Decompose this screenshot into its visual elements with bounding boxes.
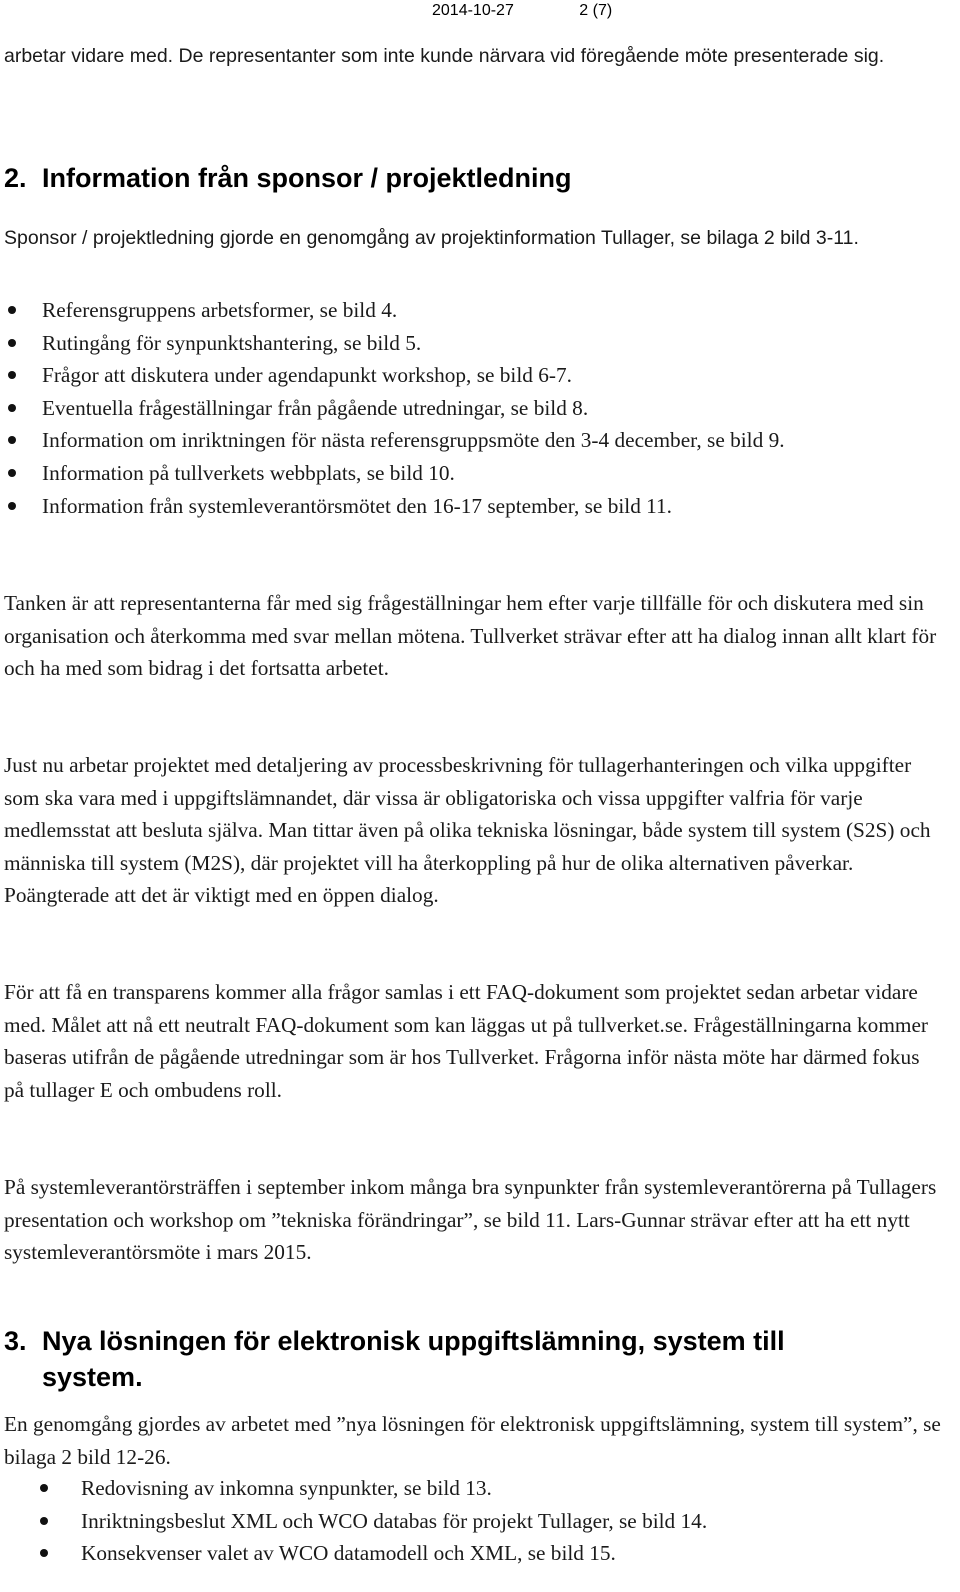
- list-item: Information från systemleverantörsmötet den 16-17 september, se bild 11.: [4, 490, 944, 523]
- section-2-heading: [4, 160, 944, 196]
- paragraph-block-1: [4, 587, 944, 685]
- body-paragraph: Just nu arbetar projektet med detaljering av processbeskrivning för tullagerhanteringen och vilka uppgifter som ska vara med i uppgiftslämnandet, där vissa är obligatoriska och vissa uppgifter valfria för varje medlemsstat att besluta själva. Man tittar även på olika tekniska lösningar, både system till system (S2S) och människa till system (M2S), där projektet vill ha återkoppling på hur de olika alternativen påverkar. Poängterade att det är viktigt med en öppen dialog.: [4, 753, 931, 908]
- bullet-icon: [8, 502, 16, 510]
- section-3-title: Nya lösningen för elektronisk uppgiftslämning, system till system.: [42, 1326, 785, 1392]
- bullet-icon: [8, 371, 16, 379]
- header-date: 2014-10-27: [432, 2, 514, 19]
- section-3-intro-block: [4, 1408, 944, 1473]
- list-item: Konsekvenser valet av WCO datamodell och XML, se bild 15.: [4, 1537, 944, 1570]
- paragraph-block-2: [4, 749, 944, 912]
- paragraph-block-4: [4, 1171, 944, 1269]
- list-item: Information om inriktningen för nästa referensgruppsmöte den 3-4 december, se bild 9.: [4, 424, 944, 457]
- intro-paragraph-block: [4, 40, 944, 73]
- list-item: Referensgruppens arbetsformer, se bild 4.: [4, 294, 944, 327]
- section-2-intro-block: [4, 222, 944, 255]
- bullet-icon: [40, 1484, 48, 1492]
- body-paragraph: På systemleverantörsträffen i september inkom många bra synpunkter från systemleverantörerna på Tullagers presentation och workshop om ”tekniska förändringar”, se bild 11. Lars-Gunnar strävar efter att ha ett nytt systemleverantörsmöte i mars 2015.: [4, 1175, 937, 1265]
- list-item: Redovisning av inkomna synpunkter, se bild 13.: [4, 1472, 944, 1505]
- bullet-icon: [40, 1549, 48, 1557]
- section-3-heading: [4, 1323, 944, 1395]
- body-paragraph: För att få en transparens kommer alla frågor samlas i ett FAQ-dokument som projektet sedan arbetar vidare med. Målet att nå ett neutralt FAQ-dokument som kan läggas ut på tullverket.se. Frågeställningarna kommer baseras utifrån de pågående utredningar som är hos Tullverket. Frågorna inför nästa möte har därmed fokus på tullager E och ombudens roll.: [4, 980, 929, 1102]
- bullet-icon: [8, 436, 16, 444]
- section-2-bullet-list: [4, 294, 944, 522]
- bullet-icon: [8, 339, 16, 347]
- bullet-icon: [8, 306, 16, 314]
- section-2-title: Information från sponsor / projektledning: [42, 163, 572, 193]
- list-item: Rutingång för synpunktshantering, se bild 5.: [4, 327, 944, 360]
- bullet-icon: [40, 1517, 48, 1525]
- list-item: Information på tullverkets webbplats, se bild 10.: [4, 457, 944, 490]
- section-2-number: 2.: [4, 163, 27, 193]
- body-paragraph: Tanken är att representanterna får med sig frågeställningar hem efter varje tillfälle för och diskutera med sin organisation och återkomma med svar mellan mötena. Tullverket strävar efter att ha dialog innan allt klart för och ha med som bidrag i det fortsatta arbetet.: [4, 591, 937, 681]
- section-3-number: 3.: [4, 1326, 27, 1356]
- bullet-icon: [8, 404, 16, 412]
- list-item: Eventuella frågeställningar från pågående utredningar, se bild 8.: [4, 392, 944, 425]
- section-3-bullet-list: [4, 1472, 944, 1570]
- intro-paragraph: arbetar vidare med. De representanter som inte kunde närvara vid föregående möte presenterade sig.: [4, 45, 885, 67]
- paragraph-block-3: [4, 976, 944, 1106]
- page-header: [432, 2, 612, 20]
- section-2-intro: Sponsor / projektledning gjorde en genomgång av projektinformation Tullager, se bilaga 2 bild 3-11.: [4, 227, 859, 249]
- section-3-intro: En genomgång gjordes av arbetet med ”nya lösningen för elektronisk uppgiftslämning, system till system”, se bilaga 2 bild 12-26.: [4, 1412, 941, 1469]
- header-page-number: 2 (7): [579, 2, 613, 19]
- list-item: Frågor att diskutera under agendapunkt workshop, se bild 6-7.: [4, 359, 944, 392]
- bullet-icon: [8, 469, 16, 477]
- list-item: Inriktningsbeslut XML och WCO databas för projekt Tullager, se bild 14.: [4, 1505, 944, 1538]
